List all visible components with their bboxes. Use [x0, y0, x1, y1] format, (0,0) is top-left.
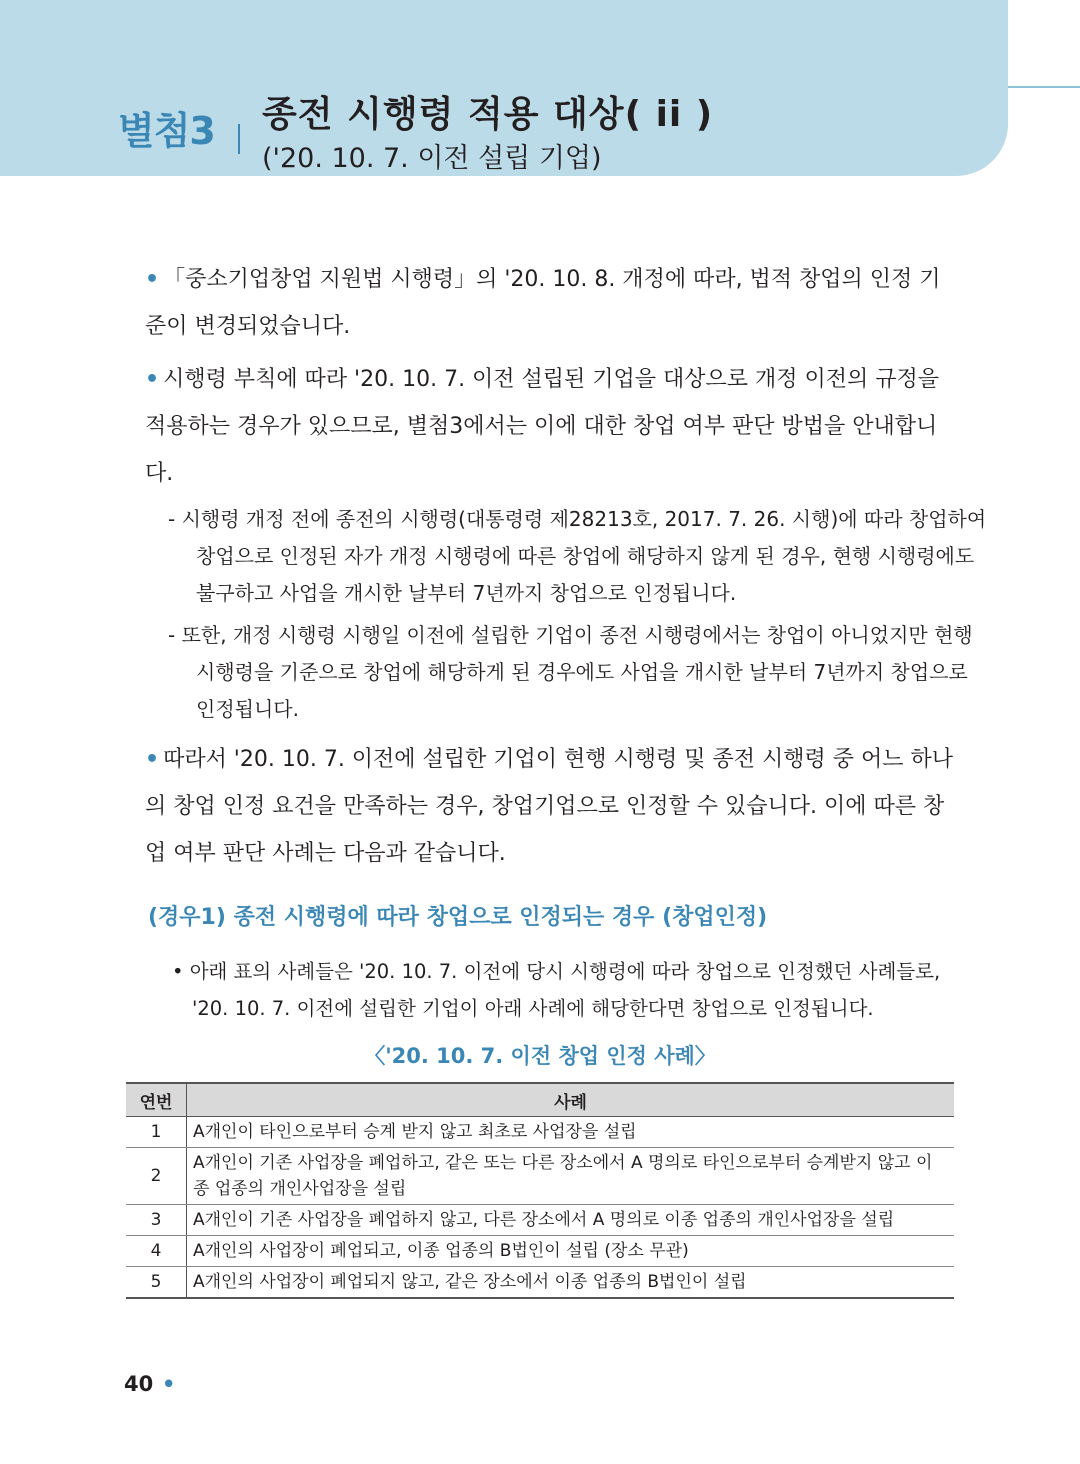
dash-item: - 또한, 개정 시행령 시행일 이전에 설립한 기업이 종전 시행령에서는 창업이 아니었지만 현행 시행령을 기준으로 창업에 해당하게 된 경우에도 사업을 개시한 날부터 7년까지 창업으로 인정됩니다. [168, 623, 973, 721]
row-case: A개인의 사업장이 폐업되지 않고, 같은 장소에서 이종 업종의 B법인이 설립 [187, 1267, 955, 1299]
bullet-dot: • [145, 267, 160, 292]
column-header-case: 사례 [187, 1083, 955, 1117]
cases-table [126, 1082, 954, 1299]
page-title: 종전 시행령 적용 대상( ii ) [262, 94, 714, 135]
row-number: 4 [126, 1236, 187, 1267]
title-divider [238, 124, 240, 154]
table-row [126, 1267, 954, 1299]
row-number: 3 [126, 1205, 187, 1236]
table-row [126, 1205, 954, 1236]
bullet-text: 따라서 '20. 10. 7. 이전에 설립한 기업이 현행 시행령 및 종전 시행령 중 어느 하나의 창업 인정 요건을 만족하는 경우, 창업기업으로 인정할 수 있습니다. 이에 따른 창업 여부 판단 사례는 다음과 같습니다. [145, 747, 954, 866]
row-case: A개인의 사업장이 폐업되고, 이종 업종의 B법인이 설립 (장소 무관) [187, 1236, 955, 1267]
dash-item: - 시행령 개정 전에 종전의 시행령(대통령령 제28213호, 2017. 7. 26. 시행)에 따라 창업하여 창업으로 인정된 자가 개정 시행령에 따른 창업에 해당하지 않게 된 경우, 현행 시행령에도 불구하고 사업을 개시한 날부터 7년까지 창업으로 인정됩니다. [168, 507, 987, 605]
row-number: 1 [126, 1117, 187, 1148]
table-header-row [126, 1083, 954, 1117]
table-row [126, 1236, 954, 1267]
bullet-dot: • [145, 367, 160, 392]
column-header-no: 연번 [126, 1083, 187, 1117]
appendix-label: 별첨3 [118, 109, 215, 153]
row-case: A개인이 기존 사업장을 폐업하고, 같은 또는 다른 장소에서 A 명의로 타인으로부터 승계받지 않고 이종 업종의 개인사업장을 설립 [187, 1148, 955, 1205]
page-number-dot: • [162, 1372, 176, 1396]
bullet-paragraph [145, 256, 960, 350]
page-number: 40 [124, 1372, 154, 1396]
bullet-paragraph [145, 736, 960, 877]
bullet-paragraph [145, 356, 960, 497]
row-number: 2 [126, 1148, 187, 1205]
page-subtitle: ('20. 10. 7. 이전 설립 기업) [262, 143, 602, 174]
table-caption: 〈'20. 10. 7. 이전 창업 인정 사례〉 [364, 1044, 716, 1068]
table-row [126, 1148, 954, 1205]
header-band-edge [0, 0, 60, 176]
case-heading: (경우1) 종전 시행령에 따라 창업으로 인정되는 경우 (창업인정) [148, 905, 768, 930]
row-case: A개인이 타인으로부터 승계 받지 않고 최초로 사업장을 설립 [187, 1117, 955, 1148]
table-row [126, 1117, 954, 1148]
bullet-dot: • [145, 747, 160, 772]
row-number: 5 [126, 1267, 187, 1299]
case-bullet: • 아래 표의 사례들은 '20. 10. 7. 이전에 당시 시행령에 따라 창업으로 인정했던 사례들로, '20. 10. 7. 이전에 설립한 기업이 아래 사례에 해당한다면 창업으로 인정됩니다. [172, 960, 941, 1020]
bullet-text: 「중소기업창업 지원법 시행령」의 '20. 10. 8. 개정에 따라, 법적 창업의 인정 기준이 변경되었습니다. [145, 267, 941, 339]
bullet-text: 시행령 부칙에 따라 '20. 10. 7. 이전 설립된 기업을 대상으로 개정 이전의 규정을 적용하는 경우가 있으므로, 별첨3에서는 이에 대한 창업 여부 판단 방법을 안내합니다. [145, 367, 940, 486]
header-rule [1008, 86, 1080, 88]
row-case: A개인이 기존 사업장을 폐업하지 않고, 다른 장소에서 A 명의로 이종 업종의 개인사업장을 설립 [187, 1205, 955, 1236]
